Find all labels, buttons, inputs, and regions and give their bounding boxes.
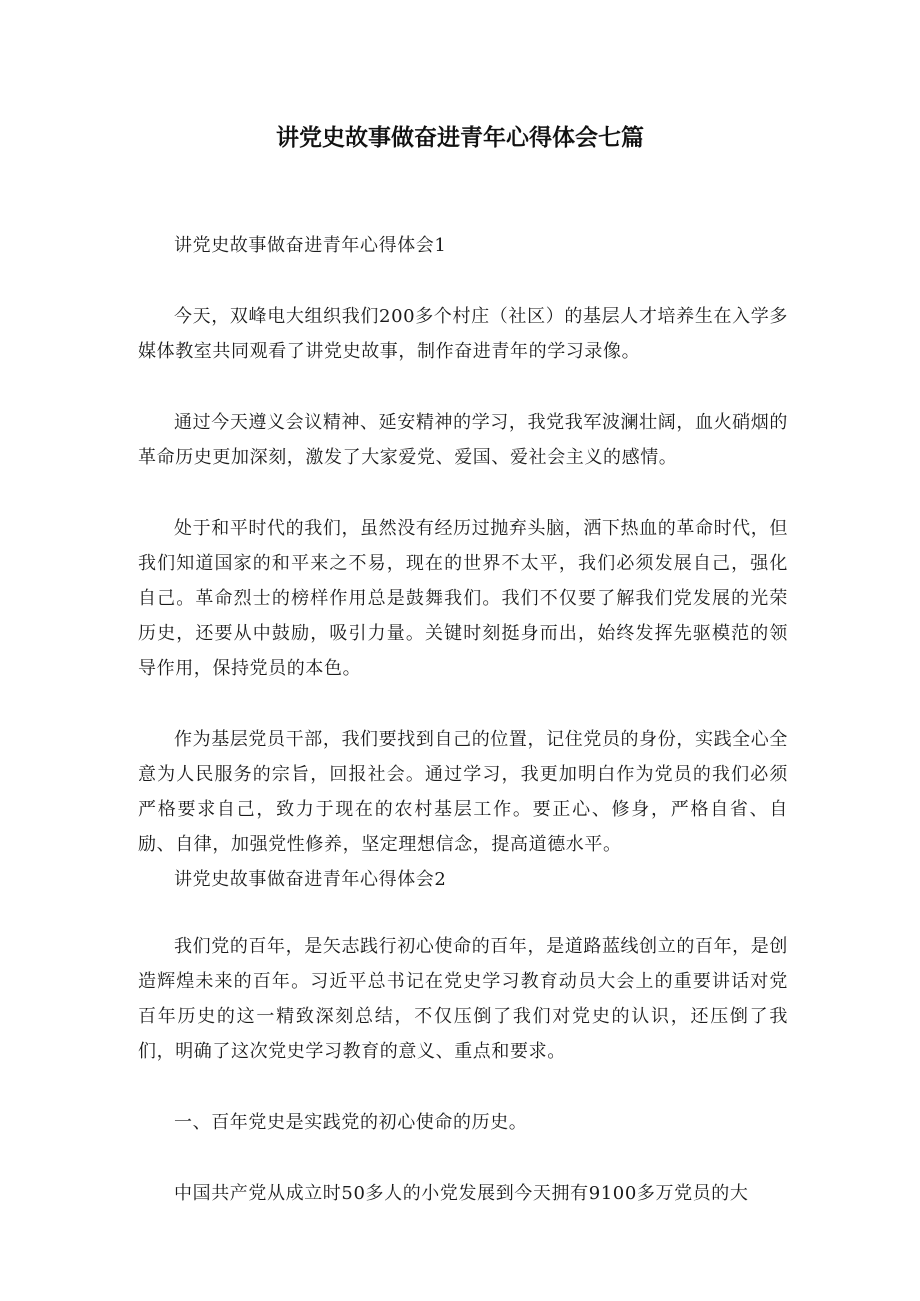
section-heading-2: 讲党史故事做奋进青年心得体会2 [174, 869, 447, 890]
paragraph: 处于和平时代的我们，虽然没有经历过抛弃头脑，洒下热血的革命时代，但我们知道国家的和平来之不易，现在的世界不太平，我们必须发展自己，强化自己。革命烈士的榜样作用总是鼓舞我们。我们不仅要了解我们党发展的光荣历史，还要从中鼓励，吸引力量。关键时刻挺身而出，始终发挥先驱模范的领导作用，保持党员的本色。 [138, 518, 788, 679]
paragraph: 作为基层党员干部，我们要找到自己的位置，记住党员的身份，实践全心全意为人民服务的宗旨，回报社会。通过学习，我更加明白作为党员的我们必须严格要求自己，致力于现在的农村基层工作。要正心、修身，严格自省、自励、自律，加强党性修养，坚定理想信念，提高道德水平。 [138, 729, 788, 855]
document-body [138, 228, 788, 1211]
paragraph: 中国共产党从成立时50多人的小党发展到今天拥有9100多万党员的大 [174, 1183, 749, 1204]
paragraph: 通过今天遵义会议精神、延安精神的学习，我党我军波澜壮阔，血火硝烟的革命历史更加深刻，激发了大家爱党、爱国、爱社会主义的感情。 [138, 412, 788, 468]
document-title: 讲党史故事做奋进青年心得体会七篇 [276, 125, 644, 151]
paragraph: 今天，双峰电大组织我们200多个村庄（社区）的基层人才培养生在入学多媒体教室共同观看了讲党史故事，制作奋进青年的学习录像。 [138, 306, 788, 362]
section-heading-1: 讲党史故事做奋进青年心得体会1 [174, 235, 447, 256]
paragraph: 我们党的百年，是矢志践行初心使命的百年，是道路蓝线创立的百年，是创造辉煌未来的百年。习近平总书记在党史学习教育动员大会上的重要讲话对党百年历史的这一精致深刻总结，不仅压倒了我们对党史的认识，还压倒了我们，明确了这次党史学习教育的意义、重点和要求。 [138, 936, 788, 1062]
paragraph: 一、百年党史是实践党的初心使命的历史。 [174, 1112, 528, 1133]
